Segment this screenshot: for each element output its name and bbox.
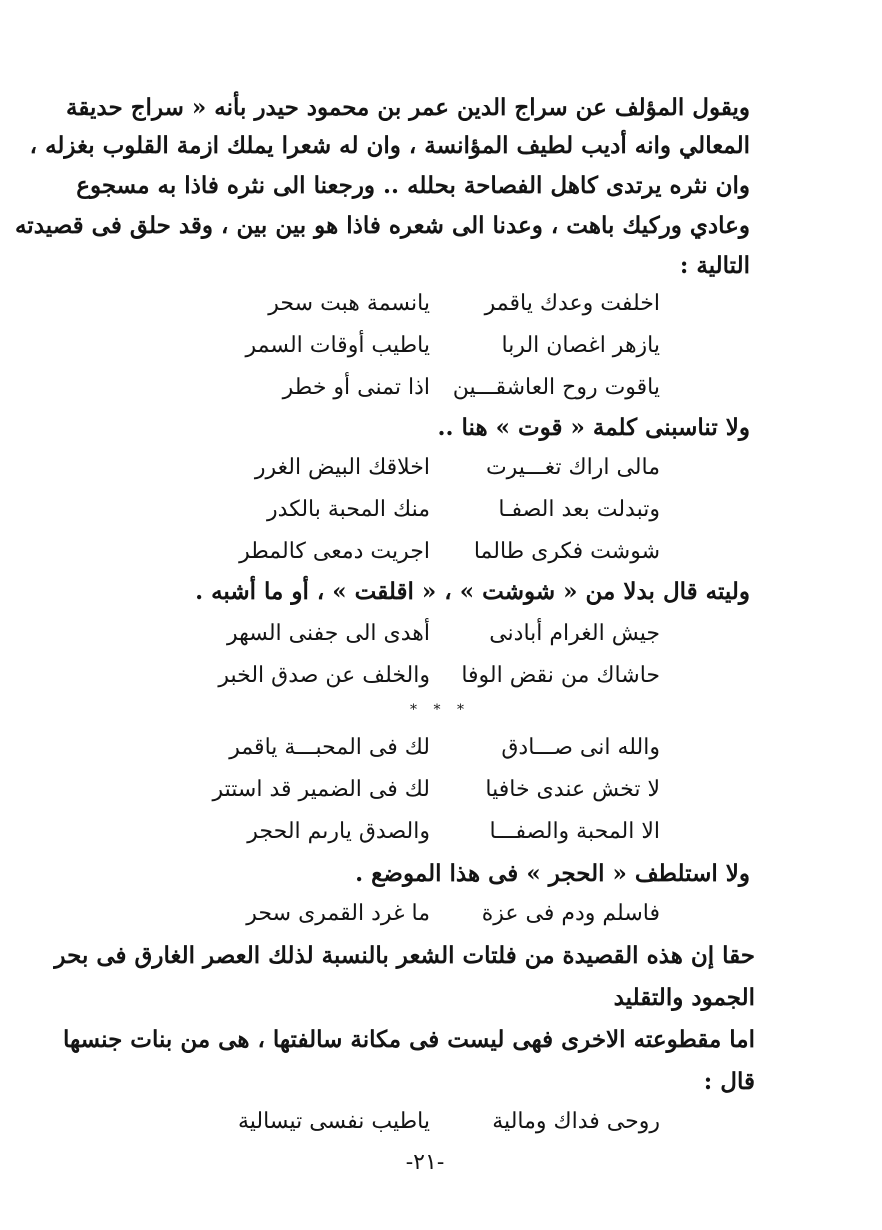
verse-hemistich-left: يانسمة هبت سحر [268,291,430,316]
verse-hemistich-right: وتبدلت بعد الصفـا [498,497,660,522]
verse-hemistich-right: فاسلم ودم فى عزة [481,901,660,926]
verse-hemistich-right: جيش الغرام أبادنى [489,621,660,646]
intro-line-3: وان نثره يرتدى كاهل الفصاحة بحلله .. ورجعنا الى نثره فاذا به مسجوع [76,172,750,199]
verse-hemistich-left: لك فى المحبـــة ياقمر [229,735,430,760]
verse-hemistich-left: والخلف عن صدق الخبر [218,663,430,688]
verse-line [215,330,660,370]
outro-line-3: اما مقطوعته الاخرى فهى ليست فى مكانة سالفتها ، هى من بنات جنسها [63,1026,755,1053]
verse-line [215,452,660,492]
intro-line-2: المعالي وانه أديب لطيف المؤانسة ، وان له شعرا يملك ازمة القلوب بغزله ، [29,132,750,159]
intro-line-4: وعادي وركيك باهت ، وعدنا الى شعره فاذا هو بين بين ، وقد حلق فى قصيدته [14,212,750,239]
verse-hemistich-right: والله انى صـــادق [501,735,660,760]
verse-hemistich-left: اجريت دمعى كالمطر [239,539,430,564]
verse-hemistich-left: منك المحبة بالكدر [267,497,430,522]
verse-hemistich-right: يازهر اغصان الربا [501,333,660,358]
intro-line-5: التالية : [679,252,750,279]
verse-line [215,1106,660,1146]
intro-line-1: ويقول المؤلف عن سراج الدين عمر بن محمود حيدر بأنه « سراج حديقة [66,94,750,121]
verse-hemistich-left: والصدق يارىم الحجر [247,819,430,844]
verse-line [215,732,660,772]
verse-hemistich-right: الا المحبة والصفـــا [489,819,660,844]
verse-line [215,288,660,328]
page-number: -٢١- [405,1150,445,1175]
commentary-1: ولا تناسبنى كلمة « قوت » هنا .. [437,414,750,441]
verse-line [215,536,660,576]
section-separator: * * * [410,702,470,718]
outro-line-2: الجمود والتقليد [613,984,755,1011]
verse-hemistich-right: حاشاك من نقض الوفا [461,663,660,688]
verse-hemistich-left: أهدى الى جفنى السهر [226,621,430,646]
verse-line [215,816,660,856]
verse-line [212,774,660,814]
commentary-3: ولا استلطف « الحجر » فى هذا الموضع . [355,860,750,887]
verse-hemistich-right: لا تخش عندى خافيا [485,777,660,802]
verse-line [215,660,660,700]
verse-hemistich-right: روحى فداك ومالية [492,1109,660,1134]
verse-hemistich-left: ياطيب أوقات السمر [245,333,430,358]
verse-hemistich-left: اذا تمنى أو خطر [282,375,430,400]
outro-line-4: قال : [703,1068,755,1095]
verse-hemistich-right: ياقوت روح العاشقـــين [452,375,660,400]
verse-hemistich-right: اخلفت وعدك ياقمر [484,291,660,316]
verse-hemistich-left: ياطيب نفسى تيسالية [237,1109,430,1134]
verse-hemistich-right: شوشت فكرى طالما [473,539,660,564]
verse-line [215,494,660,534]
verse-line [215,372,660,412]
verse-hemistich-right: مالى اراك تغـــيرت [485,455,660,480]
commentary-2: وليته قال بدلا من « شوشت » ، « اقلقت » ، أو ما أشبه . [195,578,750,605]
verse-hemistich-left: لك فى الضمير قد استتر [212,777,430,802]
verse-line [215,618,660,658]
verse-line [215,898,660,938]
verse-hemistich-left: اخلاقك البيض الغرر [254,455,430,480]
outro-line-1: حقا إن هذه القصيدة من فلتات الشعر بالنسبة لذلك العصر الغارق فى بحر [54,942,755,969]
verse-hemistich-left: ما غرد القمرى سحر [246,901,430,926]
